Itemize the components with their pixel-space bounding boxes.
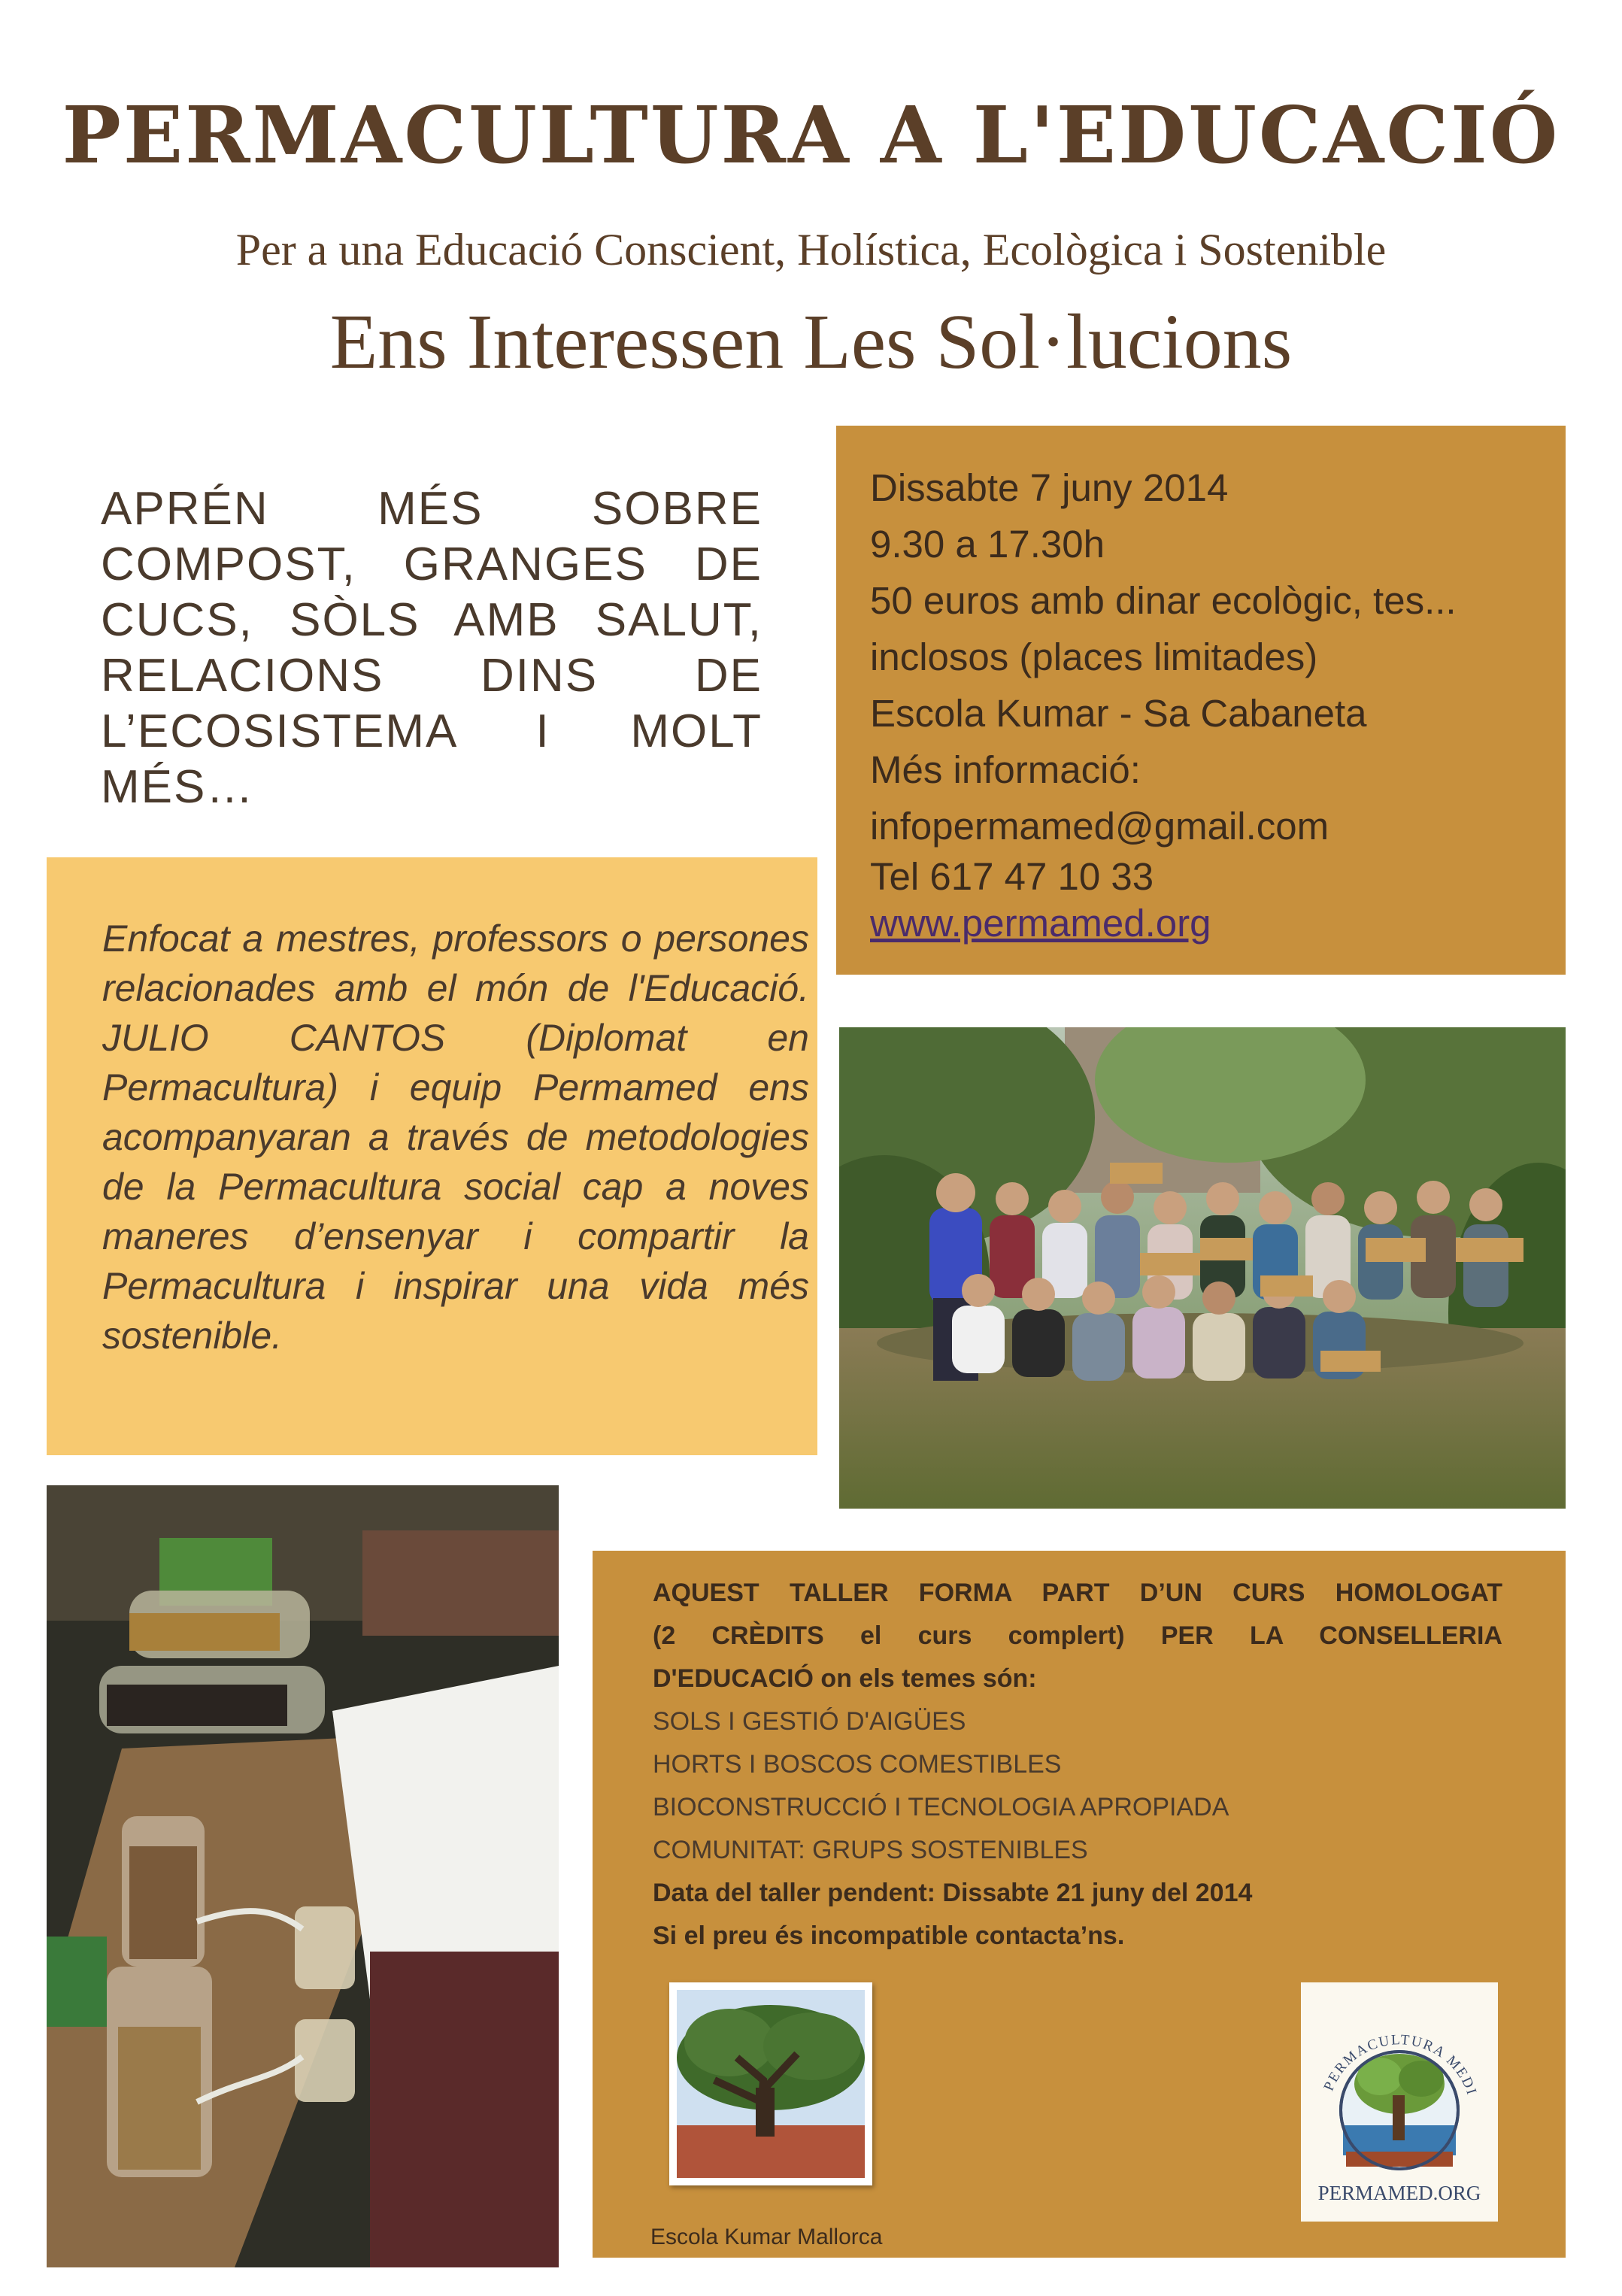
tree-photo bbox=[669, 1982, 872, 2185]
course-intro-line: (2 CRÈDITS el curs complert) PER LA CONSELLERIA bbox=[653, 1621, 1502, 1650]
page-title: PERMACULTURA A L'EDUCACIÓ bbox=[62, 89, 1560, 181]
course-topic: HORTS I BOSCOS COMESTIBLES bbox=[653, 1750, 1062, 1779]
description-text: Enfocat a mestres, professors o persones relacionades amb el món de l'Educació. JULIO CANTOS (Diplomat en Permacultura) i equip Permamed ens acompanyaran a través de metodologies de la Permacultura social cap a noves maneres d’ensenyar i compartir la Permacultura i inspirar una vida més sostenible. bbox=[102, 917, 809, 1357]
website-link[interactable]: www.permamed.org bbox=[870, 902, 1211, 945]
price-contact-note: Si el preu és incompatible contacta’ns. bbox=[653, 1921, 1125, 1950]
event-price: 50 euros amb dinar ecològic, tes... bbox=[870, 579, 1457, 622]
learn-line: L’ECOSISTEMA I MOLT MÉS… bbox=[101, 705, 762, 813]
learn-line: APRÉN MÉS SOBRE bbox=[101, 483, 762, 535]
event-date: Dissabte 7 juny 2014 bbox=[870, 466, 1229, 509]
contact-email[interactable]: infopermamed@gmail.com bbox=[870, 805, 1329, 848]
course-intro-line: D'EDUCACIÓ on els temes són: bbox=[653, 1664, 1037, 1693]
learn-line: COMPOST, GRANGES DE bbox=[101, 538, 762, 590]
learn-line: CUCS, SÒLS AMB SALUT, bbox=[101, 594, 762, 646]
page-subtitle: Per a una Educació Conscient, Holística, Ecològica i Sostenible bbox=[235, 225, 1387, 274]
logo-arc-text: PERMACULTURA MEDI bbox=[1320, 2032, 1480, 2098]
event-time: 9.30 a 17.30h bbox=[870, 523, 1105, 566]
school-caption: Escola Kumar Mallorca bbox=[650, 2225, 883, 2249]
learn-line: RELACIONS DINS DE bbox=[101, 650, 762, 702]
contact-phone: Tel 617 47 10 33 bbox=[870, 855, 1154, 898]
permamed-logo bbox=[1301, 1982, 1498, 2222]
logo-url-text: PERMAMED.ORG bbox=[1317, 2182, 1481, 2204]
event-location: Escola Kumar - Sa Cabaneta bbox=[870, 692, 1367, 735]
group-photo bbox=[839, 1027, 1566, 1509]
page-tagline: Ens Interessen Les Sol·lucions bbox=[329, 299, 1293, 385]
course-intro-line: AQUEST TALLER FORMA PART D’UN CURS HOMOLOGAT bbox=[653, 1579, 1502, 1607]
description-box bbox=[47, 857, 817, 1455]
course-topic: BIOCONSTRUCCIÓ I TECNOLOGIA APROPIADA bbox=[653, 1793, 1229, 1821]
bottles-photo bbox=[47, 1485, 559, 2267]
event-info-box bbox=[836, 426, 1566, 975]
learn-more-text bbox=[101, 481, 762, 815]
more-info-label: Més informació: bbox=[870, 748, 1141, 791]
course-topic: COMUNITAT: GRUPS SOSTENIBLES bbox=[653, 1836, 1088, 1864]
course-topic: SOLS I GESTIÓ D'AIGÜES bbox=[653, 1707, 966, 1736]
pending-date: Data del taller pendent: Dissabte 21 juny del 2014 bbox=[653, 1879, 1253, 1907]
event-price-note: inclosos (places limitades) bbox=[870, 635, 1318, 678]
